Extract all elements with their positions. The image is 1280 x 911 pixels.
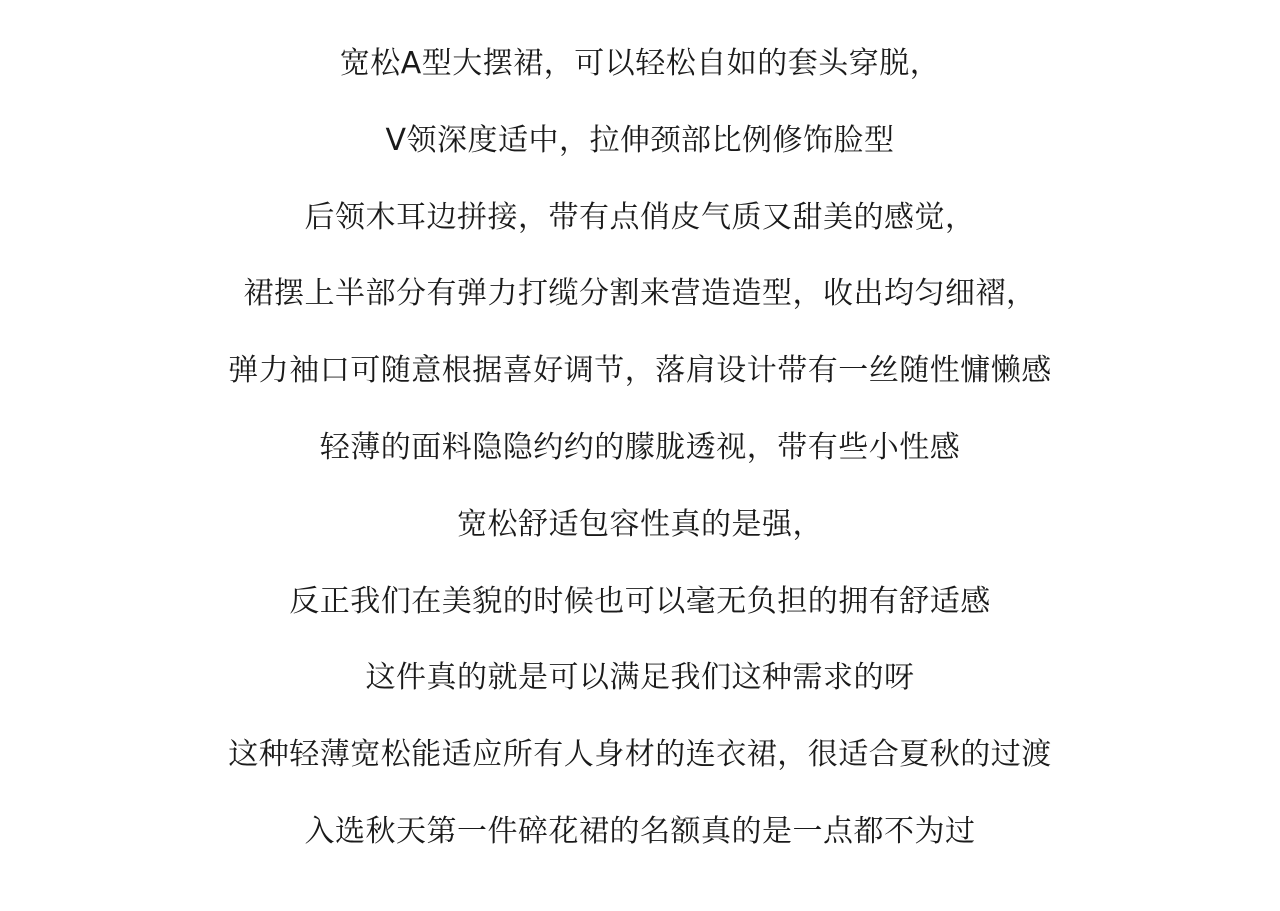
text-line: 宽松舒适包容性真的是强， <box>457 506 823 542</box>
text-line: 反正我们在美貌的时候也可以毫无负担的拥有舒适感 <box>289 583 991 619</box>
text-line: 宽松A型大摆裙，可以轻松自如的套头穿脱， <box>339 46 941 81</box>
text-line: 后领木耳边拼接，带有点俏皮气质又甜美的感觉， <box>304 199 976 235</box>
description-text-block <box>0 34 1280 879</box>
text-line: 弹力袖口可随意根据喜好调节，落肩设计带有一丝随性慵懒感 <box>228 353 1052 389</box>
text-line: 轻薄的面料隐隐约约的朦胧透视，带有些小性感 <box>319 429 961 465</box>
text-line: 入选秋天第一件碎花裙的名额真的是一点都不为过 <box>304 813 976 849</box>
text-line: 裙摆上半部分有弹力打缆分割来营造造型，收出均匀细褶， <box>243 276 1037 312</box>
text-line: 这种轻薄宽松能适应所有人身材的连衣裙，很适合夏秋的过渡 <box>228 737 1052 773</box>
text-line: 这件真的就是可以满足我们这种需求的呀 <box>365 660 915 696</box>
text-line: V领深度适中，拉伸颈部比例修饰脸型 <box>385 122 895 158</box>
